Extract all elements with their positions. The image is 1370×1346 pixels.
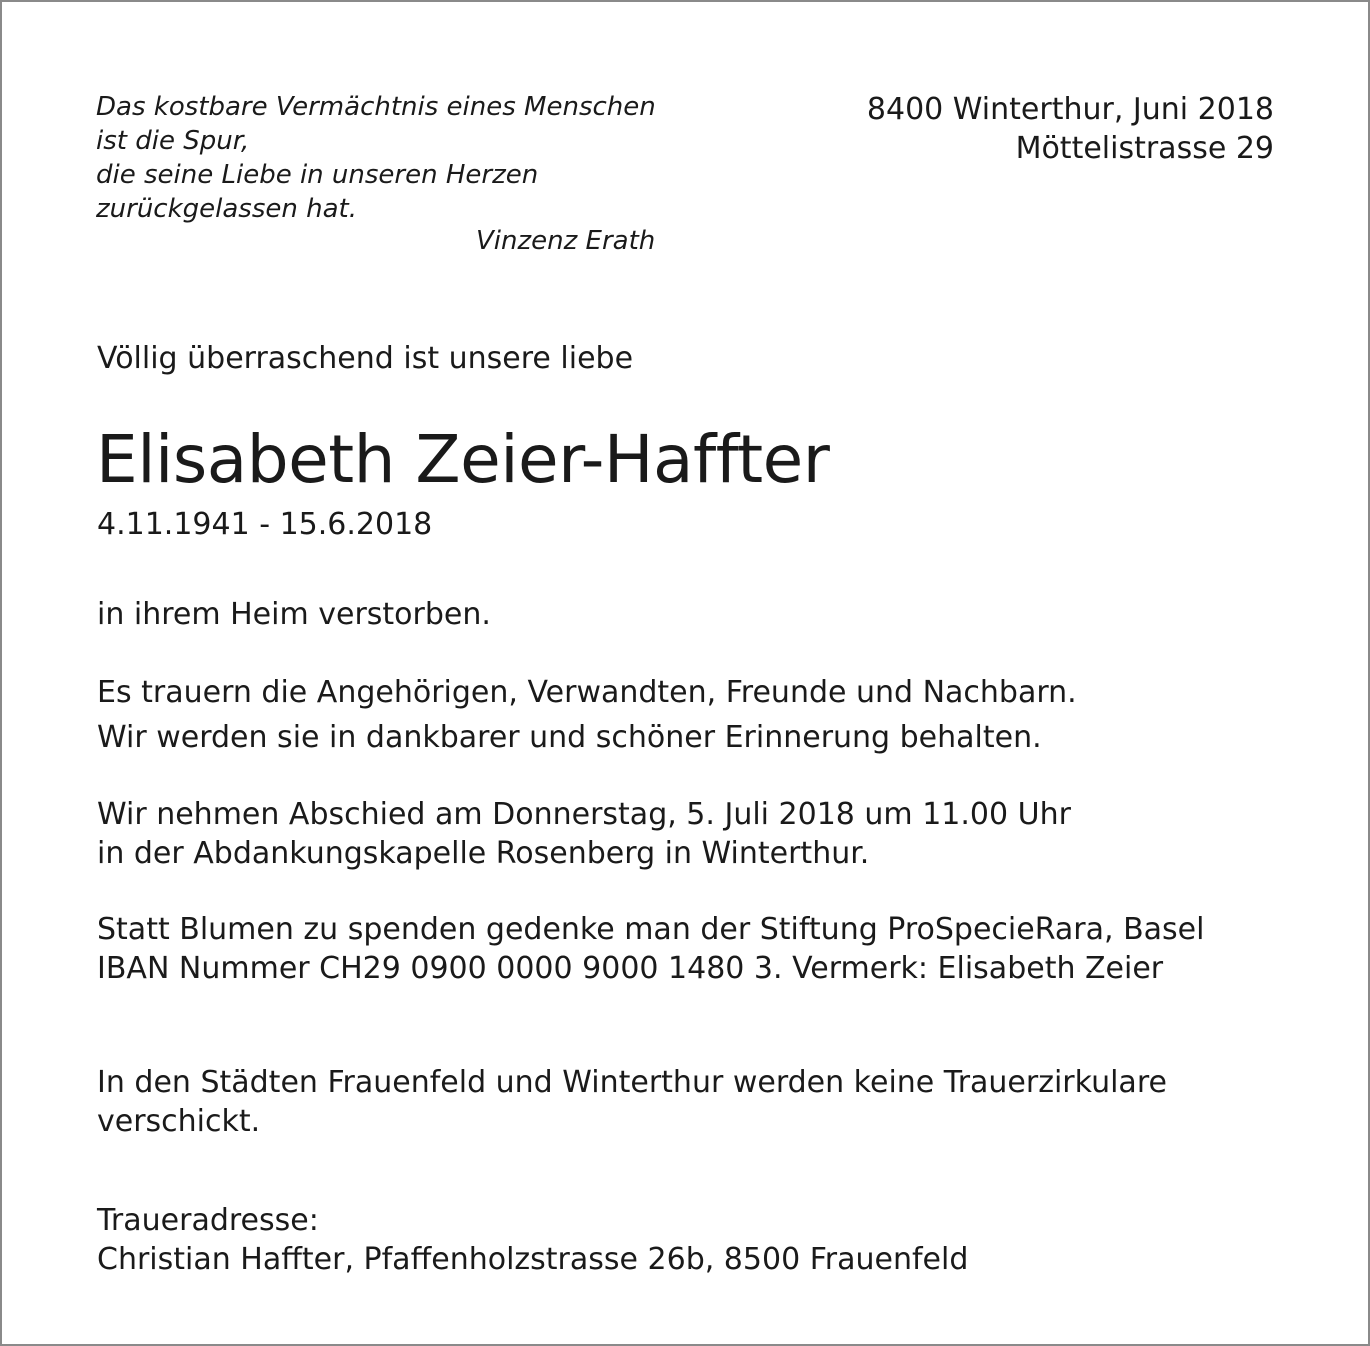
mourning-address-label: Traueradresse:	[97, 1203, 319, 1238]
life-dates: 4.11.1941 - 15.6.2018	[97, 507, 433, 542]
city-date: 8400 Winterthur, Juni 2018	[866, 92, 1274, 127]
circulars-paragraph	[97, 1063, 1167, 1141]
quote-line: die seine Liebe in unseren Herzen	[96, 160, 539, 190]
mourning-address-value: Christian Haffter, Pfaffenholzstrasse 26b, 8500 Frauenfeld	[97, 1242, 969, 1277]
quote-line: zurückgelassen hat.	[96, 194, 358, 224]
passed-text: in ihrem Heim verstorben.	[97, 597, 491, 632]
farewell-paragraph	[97, 795, 1071, 873]
quote-line: ist die Spur,	[96, 126, 250, 156]
iban-line: IBAN Nummer CH29 0900 0000 9000 1480 3. Vermerk: Elisabeth Zeier	[97, 951, 1164, 986]
mourners-line: Es trauern die Angehörigen, Verwandten, Freunde und Nachbarn.	[97, 675, 1077, 710]
memorial-quote	[96, 90, 656, 226]
deceased-name: Elisabeth Zeier-Haffter	[96, 421, 830, 498]
farewell-line: in der Abdankungskapelle Rosenberg in Winterthur.	[97, 836, 870, 871]
intro-text: Völlig überraschend ist unsere liebe	[97, 341, 634, 376]
place-and-date	[867, 90, 1274, 168]
circulars-line: verschickt.	[97, 1104, 261, 1139]
mourning-address	[97, 1201, 968, 1279]
quote-author: Vinzenz Erath	[476, 226, 656, 256]
donation-line: Statt Blumen zu spenden gedenke man der Stiftung ProSpecieRara, Basel	[97, 912, 1205, 947]
circulars-line: In den Städten Frauenfeld und Winterthur werden keine Trauerzirkulare	[97, 1065, 1167, 1100]
mourners-line: Wir werden sie in dankbarer und schöner Erinnerung behalten.	[97, 720, 1042, 755]
mourners-paragraph	[97, 670, 1077, 760]
street-address: Möttelistrasse 29	[1015, 131, 1274, 166]
farewell-line: Wir nehmen Abschied am Donnerstag, 5. Juli 2018 um 11.00 Uhr	[97, 797, 1071, 832]
quote-line: Das kostbare Vermächtnis eines Menschen	[96, 92, 656, 122]
donation-paragraph	[97, 910, 1204, 988]
